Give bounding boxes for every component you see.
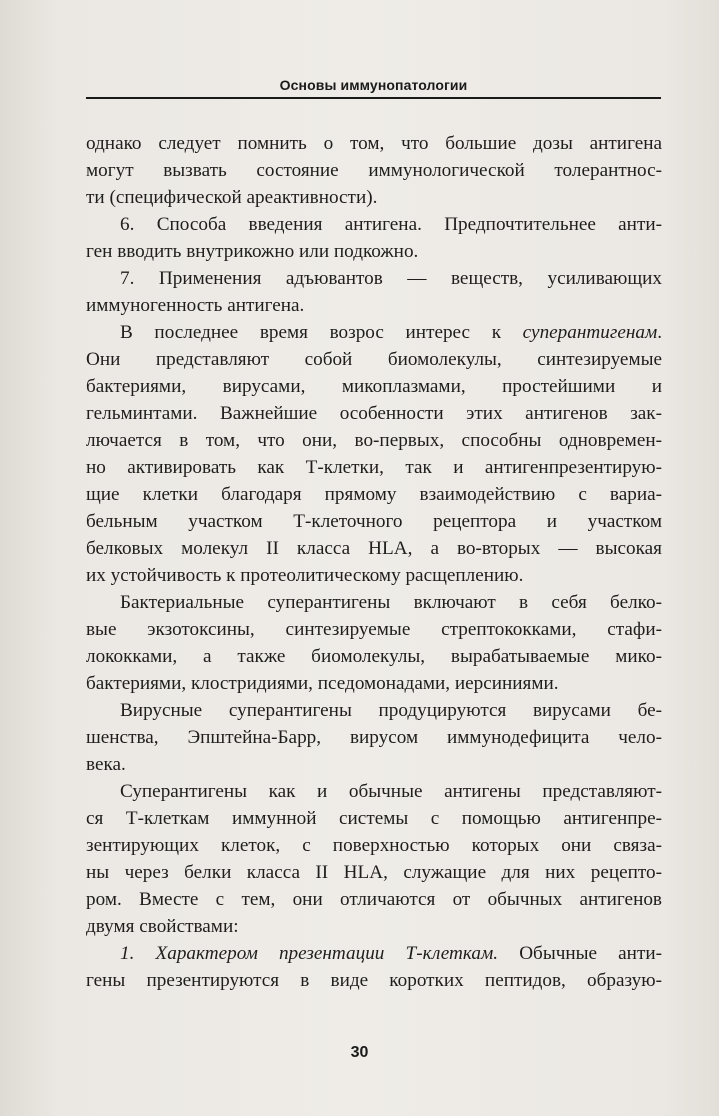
text-line: ся Т-клеткам иммунной системы с помощью антигенпре- (86, 808, 662, 829)
text-line: бактериями, клостридиями, пседомонадами, иерсиниями. (86, 673, 559, 694)
text-line: лококками, а также биомолекулы, вырабатываемые мико- (86, 646, 662, 667)
text-line: 6. Способа введения антигена. Предпочтительнее анти- (120, 214, 662, 235)
text-line: щие клетки благодаря прямому взаимодействию с вариа- (86, 484, 662, 505)
text-line: бактериями, вирусами, микоплазмами, простейшими и (86, 376, 662, 397)
text-line: Бактериальные суперантигены включают в себя белко- (120, 592, 662, 613)
text-segment: Обычные анти- (498, 943, 662, 964)
italic-term: суперантигенам (522, 322, 658, 343)
text-line: 7. Применения адъювантов — веществ, усиливающих (120, 268, 662, 289)
text-line: однако следует помнить о том, что большие дозы антигена (86, 133, 662, 154)
text-segment: В последнее время возрос интерес к (120, 322, 523, 343)
text-line: века. (86, 754, 126, 775)
text-line: вые экзотоксины, синтезируемые стрептококками, стафи- (86, 619, 662, 640)
text-line (86, 319, 662, 346)
text-line: двумя свойствами: (86, 916, 239, 937)
running-header-title: Основы иммунопатологии (279, 77, 468, 93)
text-line: белковых молекул II класса HLA, а во-вторых — высокая (86, 538, 662, 559)
italic-term: 1. Характером презентации Т-клеткам. (120, 943, 499, 964)
text-line: шенства, Эпштейна-Барр, вирусом иммунодефицита чело- (86, 727, 662, 748)
text-line (86, 940, 662, 967)
text-line: гены презентируются в виде коротких пептидов, образую- (86, 970, 662, 991)
text-line: ны через белки класса II HLA, служащие для них рецепто- (86, 862, 662, 883)
text-line: могут вызвать состояние иммунологической толерантнос- (86, 160, 662, 181)
text-line: Они представляют собой биомолекулы, синтезируемые (86, 349, 662, 370)
text-line: бельным участком Т-клеточного рецептора и участком (86, 511, 662, 532)
text-line: Вирусные суперантигены продуцируются вирусами бе- (120, 700, 662, 721)
page-number: 30 (350, 1044, 369, 1061)
header-rule (86, 97, 661, 99)
text-line: ти (специфической ареактивности). (86, 187, 378, 208)
text-segment: . (657, 322, 662, 343)
running-header (86, 73, 661, 99)
text-line: но активировать как Т-клетки, так и антигенпрезентирую- (86, 457, 662, 478)
body-text (86, 130, 662, 994)
text-line: гельминтами. Важнейшие особенности этих антигенов зак- (86, 403, 662, 424)
text-line: лючается в том, что они, во-первых, способны одновремен- (86, 430, 662, 451)
text-line: иммуногенность антигена. (86, 295, 305, 316)
text-line: Суперантигены как и обычные антигены представляют- (120, 781, 662, 802)
text-line: их устойчивость к протеолитическому расщеплению. (86, 565, 524, 586)
text-line: ром. Вместе с тем, они отличаются от обычных антигенов (86, 889, 662, 910)
text-line: зентирующих клеток, с поверхностью которых они связа- (86, 835, 662, 856)
text-line: ген вводить внутрикожно или подкожно. (86, 241, 419, 262)
